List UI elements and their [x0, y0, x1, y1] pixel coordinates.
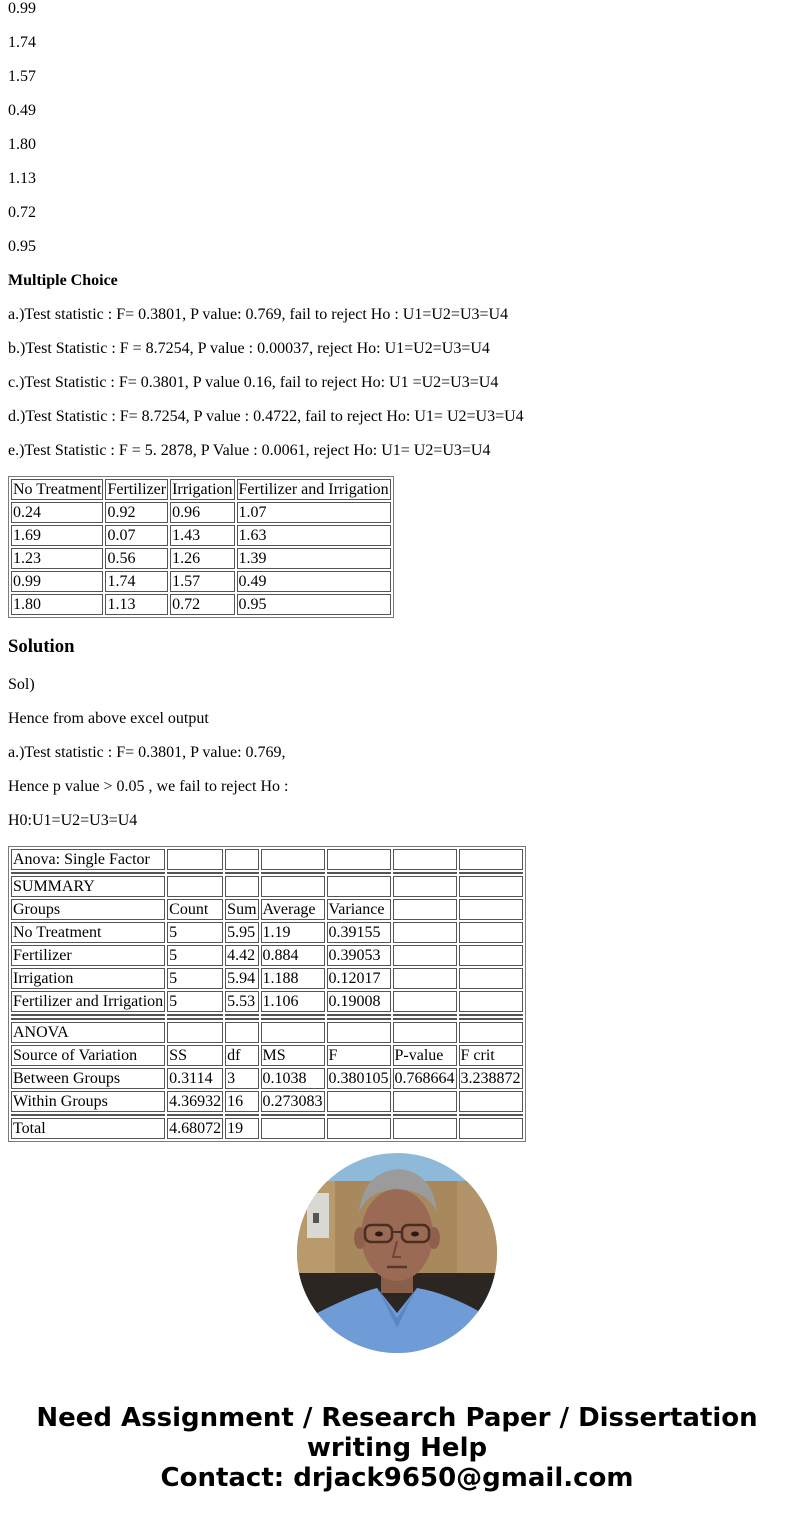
empty-cell: [327, 872, 391, 874]
table-row: [11, 571, 391, 592]
table-cell: [459, 849, 523, 870]
choice-option-b: b.)Test Statistic : F = 8.7254, P value : 0.00037, reject Ho: U1=U2=U3=U4: [8, 340, 490, 357]
table-cell: 0.273083: [262, 1093, 323, 1110]
table-header-cell: Groups: [11, 899, 165, 920]
table-header-row: [11, 479, 391, 500]
table-cell: [459, 1118, 523, 1139]
empty-cell: [225, 1018, 258, 1020]
table-header-cell: F crit: [459, 1045, 523, 1066]
table-cell: 1.43: [170, 525, 234, 546]
table-cell: 0.49: [237, 571, 391, 592]
table-cell: Irrigation: [11, 968, 165, 989]
anova-header-row: [11, 1045, 523, 1066]
table-cell: 0.07: [105, 525, 168, 546]
table-cell: 1.19: [261, 922, 325, 943]
empty-cell: [327, 1014, 391, 1016]
solution-line: Hence p value > 0.05 , we fail to reject Ho :: [8, 778, 289, 795]
table-cell: [261, 876, 325, 897]
empty-cell: [11, 872, 165, 874]
empty-cell: [167, 1018, 223, 1020]
table-cell: 1.69: [11, 525, 103, 546]
table-row: [11, 594, 391, 615]
table-cell: 16: [225, 1091, 258, 1112]
table-header-cell: [459, 899, 523, 920]
table-cell: [393, 945, 457, 966]
table-row: [11, 922, 523, 943]
empty-cell: [225, 1114, 258, 1116]
table-cell: 1.13: [105, 594, 168, 615]
table-cell: [261, 1022, 325, 1043]
table-cell: [459, 1022, 523, 1043]
empty-cell: [225, 1014, 258, 1016]
empty-cell: [459, 1114, 523, 1116]
table-header-cell: Source of Variation: [11, 1045, 165, 1066]
table-cell: 1.74: [105, 571, 168, 592]
table-header-cell: Average: [261, 899, 325, 920]
table-cell: Within Groups: [11, 1091, 165, 1112]
table-cell: [327, 1091, 391, 1112]
empty-cell: [225, 872, 258, 874]
table-row: [11, 525, 391, 546]
banner-line-2: writing Help: [306, 1433, 488, 1463]
empty-row: [11, 872, 523, 874]
table-cell: 0.768664: [394, 1070, 455, 1087]
value-line: 0.72: [8, 204, 36, 221]
table-cell: [327, 1022, 391, 1043]
table-header-cell: No Treatment: [13, 481, 102, 498]
table-header-cell: MS: [261, 1045, 325, 1066]
table-cell: 0.884: [261, 945, 325, 966]
table-cell: 0.380105: [328, 1070, 389, 1087]
table-cell: [459, 945, 523, 966]
empty-cell: [327, 1018, 391, 1020]
table-cell: 0.95: [237, 594, 391, 615]
avatar: [297, 1153, 497, 1353]
table-row: [11, 548, 391, 569]
table-cell: Fertilizer and Irrigation: [13, 993, 164, 1010]
solution-line: Sol): [8, 676, 35, 693]
empty-cell: [167, 1014, 223, 1016]
choice-option-d: d.)Test Statistic : F= 8.7254, P value : 0.4722, fail to reject Ho: U1= U2=U3=U4: [8, 408, 524, 425]
table-cell: [393, 922, 457, 943]
table-cell: 3.238872: [460, 1070, 521, 1087]
table-row: [11, 968, 523, 989]
anova-label-row: [11, 1022, 523, 1043]
table-header-cell: P-value: [393, 1045, 457, 1066]
value-line: 1.74: [8, 34, 36, 51]
solution-line: Hence from above excel output: [8, 710, 209, 727]
value-line: 0.95: [8, 238, 36, 255]
value-line: 0.99: [8, 0, 36, 17]
empty-cell: [11, 1014, 165, 1016]
anova-title-row: [11, 849, 523, 870]
table-cell: [327, 1118, 391, 1139]
empty-cell: [167, 1114, 223, 1116]
table-cell: 4.68072: [169, 1120, 222, 1137]
table-cell: [393, 1022, 457, 1043]
table-header-cell: Variance: [327, 899, 391, 920]
table-row: [11, 1091, 523, 1112]
table-cell: [327, 876, 391, 897]
table-cell: Anova: Single Factor: [11, 849, 165, 870]
table-cell: 0.24: [11, 502, 103, 523]
value-line: 1.80: [8, 136, 36, 153]
empty-cell: [459, 1014, 523, 1016]
table-cell: [393, 849, 457, 870]
table-cell: [225, 876, 258, 897]
value-line: 1.13: [8, 170, 36, 187]
table-row: [11, 991, 523, 1012]
table-cell: 0.39053: [327, 945, 391, 966]
empty-cell: [459, 1018, 523, 1020]
table-cell: 4.42: [225, 945, 258, 966]
choice-option-a: a.)Test statistic : F= 0.3801, P value: 0.769, fail to reject Ho : U1=U2=U3=U4: [8, 306, 509, 323]
data-table: [8, 476, 394, 618]
table-row: [11, 1068, 523, 1089]
empty-row: [11, 1114, 523, 1116]
empty-cell: [393, 872, 457, 874]
table-cell: [167, 849, 223, 870]
table-cell: SUMMARY: [11, 876, 165, 897]
value-line: 0.49: [8, 102, 36, 119]
table-cell: [393, 1118, 457, 1139]
table-cell: 0.72: [170, 594, 234, 615]
table-cell: 0.3114: [167, 1068, 223, 1089]
choice-option-c: c.)Test Statistic : F= 0.3801, P value 0.16, fail to reject Ho: U1 =U2=U3=U4: [8, 374, 499, 391]
table-cell: 5.95: [225, 922, 258, 943]
table-cell: 3: [225, 1068, 258, 1089]
table-cell: [393, 1091, 457, 1112]
table-cell: [393, 968, 457, 989]
table-cell: [459, 991, 523, 1012]
solution-line: H0:U1=U2=U3=U4: [8, 812, 138, 829]
table-cell: 0.19008: [327, 991, 391, 1012]
choice-option-e: e.)Test Statistic : F = 5. 2878, P Value : 0.0061, reject Ho: U1= U2=U3=U4: [8, 442, 491, 459]
table-cell: 1.07: [237, 502, 391, 523]
contact-banner: [0, 1403, 794, 1493]
value-line: 1.57: [8, 68, 36, 85]
empty-cell: [261, 1014, 325, 1016]
table-cell: 0.39155: [327, 922, 391, 943]
table-cell: 1.26: [170, 548, 234, 569]
document-page: [8, 0, 786, 1142]
table-cell: 4.36932: [169, 1093, 222, 1110]
table-cell: 5: [167, 922, 223, 943]
multiple-choice-heading: Multiple Choice: [8, 272, 118, 289]
table-cell: 1.80: [11, 594, 103, 615]
table-cell: [393, 991, 457, 1012]
table-cell: 5: [167, 991, 223, 1012]
table-header-cell: Sum: [227, 901, 257, 918]
table-cell: 5.94: [225, 968, 258, 989]
table-cell: [225, 1022, 258, 1043]
table-cell: 5: [167, 968, 223, 989]
table-header-cell: Irrigation: [172, 481, 233, 498]
table-cell: 0.92: [105, 502, 168, 523]
table-cell: [459, 876, 523, 897]
table-header-cell: [393, 899, 457, 920]
table-row: [11, 945, 523, 966]
empty-row: [11, 1014, 523, 1016]
summary-label-row: [11, 876, 523, 897]
table-cell: 1.23: [11, 548, 103, 569]
table-cell: 0.99: [11, 571, 103, 592]
solution-heading: Solution: [8, 636, 75, 657]
table-cell: 5.53: [225, 991, 258, 1012]
table-cell: 5: [167, 945, 223, 966]
banner-contact-email: Contact: drjack9650@gmail.com: [160, 1463, 634, 1493]
table-cell: [327, 849, 391, 870]
table-cell: [225, 849, 258, 870]
table-cell: [459, 1091, 523, 1112]
empty-cell: [261, 1114, 325, 1116]
empty-cell: [261, 872, 325, 874]
table-row: [11, 502, 391, 523]
table-header-cell: SS: [167, 1045, 223, 1066]
empty-cell: [261, 1018, 325, 1020]
table-cell: [393, 876, 457, 897]
empty-cell: [459, 872, 523, 874]
table-cell: [167, 1022, 223, 1043]
table-cell: Fertilizer: [11, 945, 165, 966]
summary-header-row: [11, 899, 523, 920]
table-cell: [459, 968, 523, 989]
table-cell: [167, 876, 223, 897]
table-cell: 0.1038: [261, 1068, 325, 1089]
table-cell: 0.96: [170, 502, 234, 523]
empty-cell: [393, 1014, 457, 1016]
empty-cell: [11, 1114, 165, 1116]
table-cell: 1.63: [237, 525, 391, 546]
empty-cell: [167, 872, 223, 874]
total-row: [11, 1118, 523, 1139]
empty-row: [11, 1018, 523, 1020]
table-cell: Between Groups: [11, 1068, 165, 1089]
table-cell: [261, 849, 325, 870]
table-cell: [261, 1118, 325, 1139]
table-cell: 19: [225, 1118, 258, 1139]
empty-cell: [393, 1114, 457, 1116]
table-cell: 1.188: [261, 968, 325, 989]
table-cell: No Treatment: [11, 922, 165, 943]
table-header-cell: Count: [167, 899, 223, 920]
table-header-cell: Fertilizer and Irrigation: [238, 481, 389, 498]
table-cell: 1.106: [261, 991, 325, 1012]
table-cell: 1.57: [170, 571, 234, 592]
empty-cell: [11, 1018, 165, 1020]
table-cell: 0.12017: [327, 968, 391, 989]
table-header-cell: df: [225, 1045, 258, 1066]
table-cell: [459, 922, 523, 943]
anova-table: [8, 846, 526, 1142]
empty-cell: [327, 1114, 391, 1116]
empty-cell: [393, 1018, 457, 1020]
table-cell: ANOVA: [11, 1022, 165, 1043]
table-header-cell: F: [327, 1045, 391, 1066]
solution-line: a.)Test statistic : F= 0.3801, P value: 0.769,: [8, 744, 286, 761]
table-cell: 0.56: [105, 548, 168, 569]
table-cell: 1.39: [237, 548, 391, 569]
portrait-image: [297, 1153, 497, 1353]
table-cell: Total: [11, 1118, 165, 1139]
banner-line-1: Need Assignment / Research Paper / Dissertation: [36, 1403, 758, 1433]
table-header-cell: Fertilizer: [107, 481, 167, 498]
